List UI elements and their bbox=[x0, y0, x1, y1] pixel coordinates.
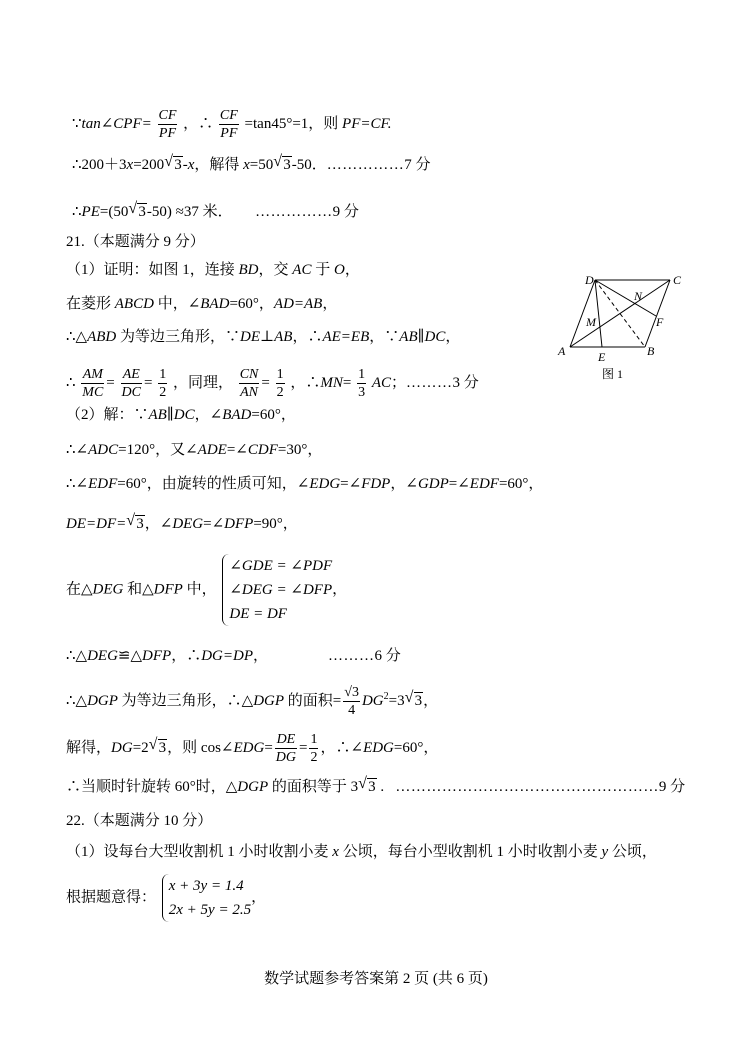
line-rhombus: 在菱形 ABCD 中，∠BAD=60°，AD=AB， bbox=[66, 296, 338, 312]
label-a: A bbox=[558, 344, 566, 358]
line-rotation: ∴∠EDF=60°，由旋转的性质可知，∠EDG=∠FDP，∠GDP=∠EDF=60°， bbox=[66, 476, 544, 492]
edge-bc bbox=[645, 280, 670, 347]
equation-system-22: x + 3y = 1.4 2x + 5y = 2.5 bbox=[162, 874, 251, 922]
label-m: M bbox=[586, 315, 596, 329]
question-21-heading: 21.（本题满分 9 分） bbox=[66, 234, 205, 250]
segment-de bbox=[595, 280, 602, 347]
line-area: ∴△DGP 为等边三角形，∴△DGP 的面积= $\frac{√3}{4}$ $DG^2=3√$ 3， bbox=[66, 684, 438, 719]
line-congruence-system: 在△DEG 和△DFP 中， ∠GDE = ∠PDF ∠DEG = ∠DFP DE = DF ， bbox=[66, 554, 347, 626]
diagonal-ac bbox=[570, 280, 670, 347]
line-part2: （2）解：∵AB∥DC，∠BAD=60°， bbox=[66, 407, 296, 423]
line-equation-x: ∴200＋3x=200√ 3-x，解得 x=50√ 3-50．……………7 分 bbox=[72, 155, 431, 175]
line-cos: 解得，DG=2√ 3，则 cos∠EDG= $\frac{DE}{DG}$ = $\frac{1}{2}$ ，∴∠EDG=60°， bbox=[66, 731, 438, 766]
label-n: N bbox=[634, 289, 643, 303]
line-system-22: 根据题意得： x + 3y = 1.4 2x + 5y = 2.5 ， bbox=[66, 874, 266, 922]
figure-1 bbox=[550, 270, 690, 385]
edge-ad bbox=[570, 280, 595, 347]
equation-system: ∠GDE = ∠PDF ∠DEG = ∠DFP DE = DF bbox=[222, 554, 332, 626]
line-equilateral: ∴△ABD 为等边三角形，∵DE⊥AB，∴AE=EB，∵AB∥DC， bbox=[66, 329, 461, 345]
segment-df bbox=[595, 280, 656, 316]
line-variables: （1）设每台大型收割机 1 小时收割小麦 x 公顷，每台小型收割机 1 小时收割小麦 y 公顷， bbox=[66, 844, 657, 860]
line-adc: ∴∠ADC=120°，又∠ADE=∠CDF=30°， bbox=[66, 442, 323, 458]
label-c: C bbox=[673, 273, 682, 287]
label-f: F bbox=[656, 315, 664, 329]
figure-caption: 图 1 bbox=[602, 367, 624, 381]
question-22-heading: 22.（本题满分 10 分） bbox=[66, 813, 213, 829]
page-footer: 数学试题参考答案第 2 页 (共 6 页) bbox=[264, 971, 488, 987]
line-tan-cpf: ∵tan∠CPF= $\frac{CF}{PF}$ ，∴ $\frac{CF}{PF}$ =tan45°=1，则 PF=CF. bbox=[72, 108, 392, 141]
line-conclusion: ∴当顺时针旋转 60°时，△DGP 的面积等于 3√ 3 . ……………………………………………9 分 bbox=[66, 777, 685, 797]
label-e: E bbox=[598, 350, 606, 364]
label-b: B bbox=[647, 344, 655, 358]
label-d: D bbox=[585, 273, 594, 287]
line-pe-result: ∴PE=(50√ 3-50) ≈37 米． ……………9 分 bbox=[72, 202, 359, 222]
line-congruent: ∴△DEG≌△DFP，∴DG=DP， ………6 分 bbox=[66, 648, 401, 664]
line-proof-start: （1）证明：如图 1，连接 BD，交 AC 于 O， bbox=[66, 262, 360, 278]
line-ratios: ∴ $\frac{AM}{MC}$ = $\frac{AE}{DC}$ = $\frac{1}{2}$ ，同理， $\frac{CN}{AN}$ = $\frac{1}{2}$ ，∴MN= $\frac{1}{3}$ AC；………3 分 bbox=[66, 367, 479, 400]
line-de-df: DE=DF=√ 3，∠DEG=∠DFP=90°， bbox=[66, 514, 298, 534]
